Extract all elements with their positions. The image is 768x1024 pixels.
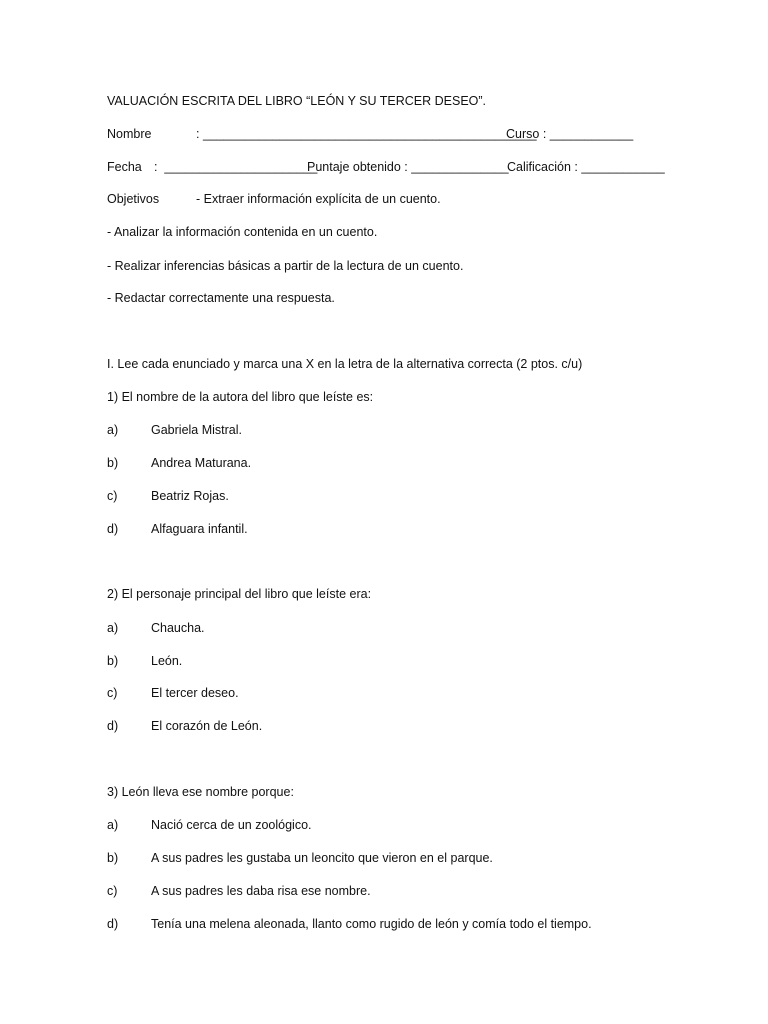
option-letter: b): [107, 456, 119, 470]
document-title: VALUACIÓN ESCRITA DEL LIBRO “LEÓN Y SU TERCER DESEO”.: [107, 94, 487, 108]
option-letter: d): [107, 719, 119, 733]
option-letter: b): [107, 851, 119, 865]
option-letter: c): [107, 489, 118, 503]
option-text: Chaucha.: [151, 621, 205, 635]
question-prompt: 3) León lleva ese nombre porque:: [107, 785, 294, 799]
nombre-field: : ________________________________________________: [196, 127, 537, 141]
option-letter: d): [107, 522, 119, 536]
objetivo-item: - Redactar correctamente una respuesta.: [107, 291, 335, 305]
option-text: A sus padres les gustaba un leoncito que vieron en el parque.: [151, 851, 493, 865]
option-text: Alfaguara infantil.: [151, 522, 248, 536]
option-letter: c): [107, 884, 118, 898]
question-prompt: 1) El nombre de la autora del libro que leíste es:: [107, 390, 374, 404]
puntaje-field: Puntaje obtenido : ______________: [307, 160, 509, 174]
fecha-label: Fecha: [107, 160, 142, 174]
calificacion-field: Calificación : ____________: [507, 160, 665, 174]
option-text: León.: [151, 654, 183, 668]
option-letter: a): [107, 621, 119, 635]
option-letter: a): [107, 818, 119, 832]
option-text: Andrea Maturana.: [151, 456, 252, 470]
option-text: Nació cerca de un zoológico.: [151, 818, 312, 832]
option-letter: c): [107, 686, 118, 700]
nombre-label: Nombre: [107, 127, 152, 141]
option-text: El corazón de León.: [151, 719, 263, 733]
curso-field: Curso : ____________: [506, 127, 634, 141]
option-text: Beatriz Rojas.: [151, 489, 229, 503]
option-text: A sus padres les daba risa ese nombre.: [151, 884, 371, 898]
objetivo-item: - Extraer información explícita de un cuento.: [196, 192, 441, 206]
option-letter: b): [107, 654, 119, 668]
option-text: Tenía una melena aleonada, llanto como rugido de león y comía todo el tiempo.: [151, 917, 592, 931]
option-letter: d): [107, 917, 119, 931]
objetivo-item: - Analizar la información contenida en un cuento.: [107, 225, 378, 239]
objetivo-item: - Realizar inferencias básicas a partir de la lectura de un cuento.: [107, 259, 464, 273]
option-text: Gabriela Mistral.: [151, 423, 242, 437]
objetivos-label: Objetivos: [107, 192, 160, 206]
fecha-field: : ______________________: [154, 160, 318, 174]
option-letter: a): [107, 423, 119, 437]
section-instruction: I. Lee cada enunciado y marca una X en la letra de la alternativa correcta (2 ptos. c/u): [107, 357, 583, 371]
question-prompt: 2) El personaje principal del libro que leíste era:: [107, 587, 372, 601]
option-text: El tercer deseo.: [151, 686, 239, 700]
